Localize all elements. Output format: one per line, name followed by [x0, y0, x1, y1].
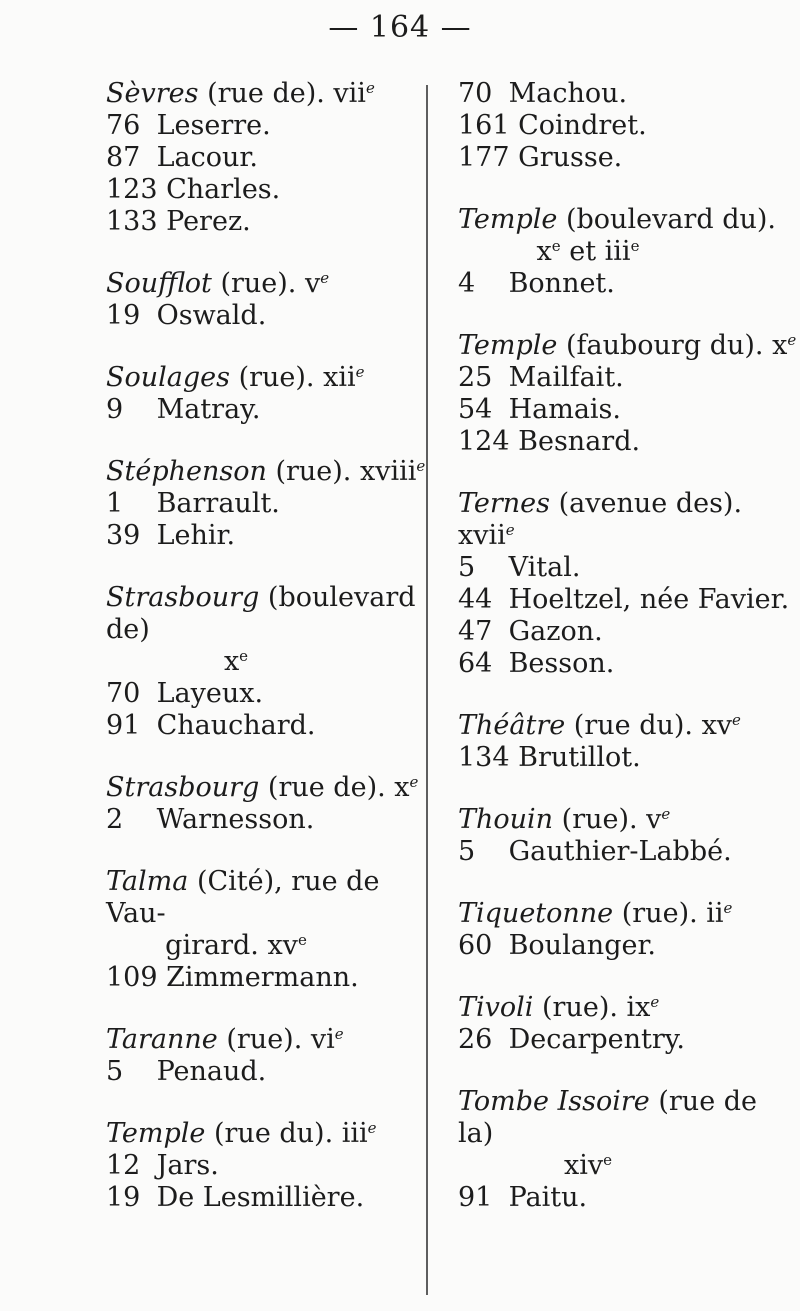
ordinal-suffix: e: [650, 993, 660, 1011]
resident-line: [458, 742, 798, 774]
house-number: 44: [458, 584, 493, 615]
house-number: 5: [458, 836, 476, 867]
arrondissement-label: (avenue des). xvii: [458, 488, 743, 551]
arrondissement-label: (Cité), rue de Vau-: [106, 866, 380, 929]
resident-name: Jars.: [148, 1150, 219, 1181]
resident-name: Perez.: [157, 206, 251, 237]
ordinal-suffix: e: [732, 711, 741, 729]
ordinal-suffix: e: [409, 773, 419, 791]
left-column: [106, 78, 436, 1244]
arrondissement-line: [106, 930, 366, 962]
resident-name: Barrault.: [148, 488, 280, 519]
resident-line: [458, 1182, 798, 1214]
arrondissement-text: xiv: [563, 1150, 604, 1181]
resident-name: Warnesson.: [148, 804, 315, 835]
resident-line: [106, 174, 436, 206]
page-number: — 164 —: [328, 10, 472, 45]
ordinal-suffix: e: [630, 237, 640, 255]
resident-name: Chauchard.: [148, 710, 316, 741]
arrondissement-label: (rue). v: [553, 804, 662, 835]
resident-name: Decarpentry.: [500, 1024, 685, 1055]
street-name: Temple: [458, 204, 558, 235]
ordinal-suffix: e: [320, 269, 330, 287]
ordinal-suffix: e: [787, 331, 797, 349]
resident-name: Boulanger.: [500, 930, 656, 961]
street-name: Théâtre: [458, 710, 566, 741]
street-entry: [106, 268, 436, 332]
house-number: 76: [106, 110, 141, 141]
ordinal-suffix: e: [603, 1151, 612, 1169]
resident-name: Besnard.: [509, 426, 641, 457]
resident-name: Brutillot.: [509, 742, 641, 773]
street-entry: [106, 866, 436, 994]
street-heading: [458, 1086, 798, 1150]
resident-line: [106, 142, 436, 174]
street-heading: [106, 866, 436, 930]
ordinal-suffix: e: [505, 521, 515, 539]
street-heading: [458, 488, 798, 552]
street-heading: [106, 772, 436, 804]
street-entry: [458, 204, 798, 300]
resident-name: Gauthier-Labbé.: [500, 836, 732, 867]
street-name: Tivoli: [458, 992, 534, 1023]
resident-line: [458, 110, 798, 142]
resident-line: [458, 552, 798, 584]
house-number: 9: [106, 394, 124, 425]
resident-name: Hoeltzel, née Favier.: [500, 584, 790, 615]
house-number: 109: [106, 962, 158, 993]
resident-name: Oswald.: [148, 300, 267, 331]
house-number: 91: [106, 710, 141, 741]
arrondissement-text: x: [223, 646, 240, 677]
ordinal-suffix: e: [551, 237, 561, 255]
arrondissement-label: (rue). ix: [533, 992, 651, 1023]
resident-line: [106, 206, 436, 238]
house-number: 19: [106, 1182, 141, 1213]
resident-name: Zimmermann.: [157, 962, 359, 993]
street-heading: [106, 1024, 436, 1056]
house-number: 87: [106, 142, 141, 173]
ordinal-suffix: e: [416, 457, 426, 475]
ordinal-suffix: e: [239, 647, 249, 665]
resident-name: Lacour.: [148, 142, 258, 173]
street-name: Strasbourg: [106, 582, 260, 613]
street-heading: [458, 898, 798, 930]
arrondissement-label: (faubourg du). x: [557, 330, 788, 361]
house-number: 47: [458, 616, 493, 647]
resident-name: De Lesmillière.: [148, 1182, 365, 1213]
street-name: Soulages: [106, 362, 230, 393]
ordinal-suffix: e: [365, 79, 375, 97]
resident-line: [458, 1024, 798, 1056]
house-number: 161: [458, 110, 510, 141]
resident-line: [106, 488, 436, 520]
street-entry: [458, 1086, 798, 1214]
house-number: 70: [106, 678, 141, 709]
arrondissement-label: (rue). xii: [230, 362, 356, 393]
arrondissement-label: (rue). v: [211, 268, 321, 299]
ordinal-suffix: e: [297, 931, 307, 949]
house-number: 134: [458, 742, 510, 773]
resident-name: Paitu.: [500, 1182, 588, 1213]
resident-line: [106, 962, 436, 994]
house-number: 5: [106, 1056, 124, 1087]
resident-line: [458, 394, 798, 426]
house-number: 64: [458, 648, 493, 679]
street-heading: [106, 362, 436, 394]
arrondissement-label: (rue du). xv: [565, 710, 733, 741]
arrondissement-label: (rue de). x: [259, 772, 410, 803]
resident-line: [458, 426, 798, 458]
street-entry: [458, 898, 798, 962]
house-number: 177: [458, 142, 510, 173]
street-heading: [458, 330, 798, 362]
resident-line: [458, 616, 798, 648]
resident-name: Charles.: [157, 174, 281, 205]
resident-name: Leserre.: [148, 110, 271, 141]
resident-line: [106, 1056, 436, 1088]
street-heading: [106, 1118, 436, 1150]
street-entry: [106, 362, 436, 426]
street-name: Stéphenson: [106, 456, 267, 487]
house-number: 133: [106, 206, 158, 237]
resident-line: [458, 648, 798, 680]
street-heading: [106, 582, 436, 646]
resident-name: Matray.: [148, 394, 261, 425]
street-entry: [106, 78, 436, 238]
arrondissement-label: (boulevard du).: [557, 204, 776, 235]
street-name: Strasbourg: [106, 772, 260, 803]
house-number: 54: [458, 394, 493, 425]
resident-name: Layeux.: [148, 678, 264, 709]
street-name: Tiquetonne: [458, 898, 614, 929]
street-name: Temple: [106, 1118, 206, 1149]
street-name: Temple: [458, 330, 558, 361]
resident-line: [458, 584, 798, 616]
street-name: Talma: [106, 866, 189, 897]
house-number: 91: [458, 1182, 493, 1213]
resident-line: [106, 1150, 436, 1182]
house-number: 123: [106, 174, 158, 205]
arrondissement-line: [458, 1150, 718, 1182]
resident-name: Coindret.: [509, 110, 647, 141]
street-entry: [458, 710, 798, 774]
resident-line: [106, 1182, 436, 1214]
street-entry: [458, 992, 798, 1056]
arrondissement-label: (rue). xviii: [266, 456, 417, 487]
house-number: 25: [458, 362, 493, 393]
arrondissement-text: girard. xv: [165, 930, 298, 961]
resident-line: [458, 78, 798, 110]
street-heading: [458, 804, 798, 836]
street-entry: [106, 582, 436, 742]
street-heading: [106, 78, 436, 110]
arrondissement-line: [458, 236, 718, 268]
resident-line: [106, 804, 436, 836]
house-number: 60: [458, 930, 493, 961]
street-heading: [458, 710, 798, 742]
arrondissement-label: (rue). vi: [217, 1024, 335, 1055]
street-entry: [458, 488, 798, 680]
house-number: 19: [106, 300, 141, 331]
resident-name: Machou.: [500, 78, 628, 109]
street-entry: [106, 1024, 436, 1088]
resident-name: Besson.: [500, 648, 615, 679]
street-name: Taranne: [106, 1024, 218, 1055]
house-number: 124: [458, 426, 510, 457]
ordinal-suffix: e: [661, 805, 671, 823]
arrondissement-label: (rue). ii: [613, 898, 724, 929]
resident-line: [458, 142, 798, 174]
resident-name: Lehir.: [148, 520, 236, 551]
right-column: [458, 78, 798, 1244]
resident-name: Vital.: [500, 552, 581, 583]
street-name: Thouin: [458, 804, 554, 835]
street-heading: [106, 268, 436, 300]
arrondissement-label: (rue de la): [458, 1086, 758, 1149]
arrondissement-label: (rue du). iii: [205, 1118, 368, 1149]
resident-name: Penaud.: [148, 1056, 267, 1087]
street-heading: [458, 204, 798, 236]
ordinal-suffix: e: [355, 363, 365, 381]
resident-name: Grusse.: [509, 142, 623, 173]
street-entry: [106, 456, 436, 552]
street-entry: [458, 78, 798, 174]
ordinal-suffix: e: [334, 1025, 344, 1043]
resident-line: [106, 678, 436, 710]
resident-line: [458, 836, 798, 868]
street-name: Ternes: [458, 488, 551, 519]
resident-line: [106, 110, 436, 142]
resident-line: [106, 300, 436, 332]
street-entry: [106, 1118, 436, 1214]
street-entry: [458, 330, 798, 458]
house-number: 39: [106, 520, 141, 551]
resident-line: [106, 710, 436, 742]
arrondissement-line: [106, 646, 366, 678]
resident-line: [106, 520, 436, 552]
house-number: 26: [458, 1024, 493, 1055]
house-number: 2: [106, 804, 124, 835]
resident-line: [106, 394, 436, 426]
arrondissement-text: et iii: [560, 236, 631, 267]
house-number: 12: [106, 1150, 141, 1181]
house-number: 70: [458, 78, 493, 109]
street-heading: [458, 992, 798, 1024]
street-name: Tombe Issoire: [458, 1086, 650, 1117]
house-number: 1: [106, 488, 124, 519]
arrondissement-label: (boulevard de): [106, 582, 416, 645]
street-entry: [458, 804, 798, 868]
resident-name: Bonnet.: [500, 268, 615, 299]
street-name: Soufflot: [106, 268, 212, 299]
resident-line: [458, 268, 798, 300]
arrondissement-text: x: [536, 236, 552, 267]
resident-name: Gazon.: [500, 616, 603, 647]
street-entry: [106, 772, 436, 836]
resident-line: [458, 362, 798, 394]
arrondissement-label: (rue de). vii: [198, 78, 366, 109]
house-number: 5: [458, 552, 476, 583]
ordinal-suffix: e: [367, 1119, 377, 1137]
ordinal-suffix: e: [723, 899, 733, 917]
resident-name: Mailfait.: [500, 362, 624, 393]
street-name: Sèvres: [106, 78, 199, 109]
house-number: 4: [458, 268, 476, 299]
resident-line: [458, 930, 798, 962]
street-heading: [106, 456, 436, 488]
resident-name: Hamais.: [500, 394, 621, 425]
